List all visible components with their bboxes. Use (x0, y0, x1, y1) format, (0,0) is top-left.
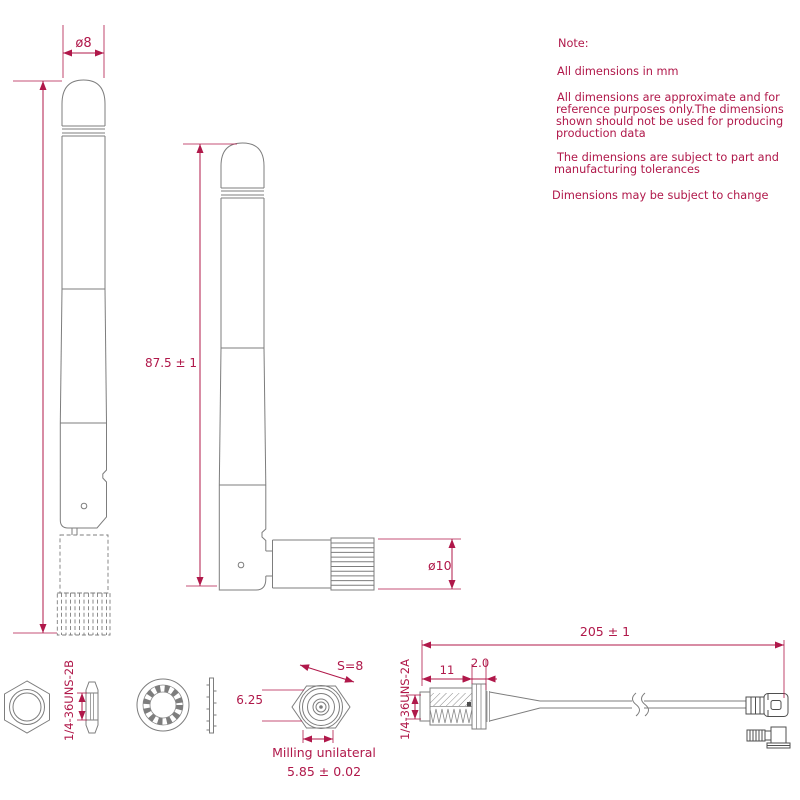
note-line: shown should not be used for producing (556, 115, 784, 128)
note-line: manufacturing tolerances (554, 163, 700, 176)
break-symbol (633, 693, 640, 716)
dim-top-diameter-label: ø8 (75, 36, 92, 51)
antenna-dome (62, 80, 105, 126)
dimension-connector-diameter (378, 539, 461, 589)
dim-hex-width-label: 2.0 (470, 656, 490, 670)
ufl-plug-top-view (746, 694, 788, 717)
dim-cable-length-label: 205 ± 1 (579, 624, 631, 639)
note-line: All dimensions in mm (557, 65, 679, 78)
hinge-pin-hole (81, 503, 87, 509)
dimension-antenna-length (145, 144, 237, 586)
hex-nut-front-view (5, 681, 50, 733)
connector-knurl-ribs (62, 593, 107, 635)
antenna-straight-view (57, 80, 110, 635)
antenna-dome (221, 143, 264, 188)
antenna-body (60, 136, 106, 423)
note-line: The dimensions are subject to part and (557, 151, 779, 164)
connector-knurl (331, 538, 374, 590)
dim-hex-flats-label: S=8 (337, 658, 364, 673)
dim-thread-length-label: 11 (439, 663, 455, 677)
dimension-nut-thread (62, 660, 87, 741)
dim-connector-diameter-label: ø10 (428, 558, 452, 573)
center-pin (319, 705, 323, 709)
dimension-top-diameter (63, 25, 104, 78)
jack-thread-label: 1/4-36UNS-2A (398, 659, 412, 740)
hex-nut-side-view (86, 682, 98, 733)
break-symbol (642, 693, 649, 716)
antenna-bent-view (219, 143, 374, 590)
dimension-hex-across-flats (300, 658, 363, 682)
coax-cable (490, 692, 747, 721)
dimension-jack-diameter (398, 659, 421, 740)
dimension-milling (272, 730, 376, 779)
jam-nut (472, 684, 486, 729)
dim-antenna-length-label: 87.5 ± 1 (144, 356, 197, 370)
antenna-body (219, 198, 265, 485)
hinge-pin-hole (238, 562, 244, 568)
lock-washer-side-view (207, 678, 217, 733)
note-line: reference purposes only.The dimensions (556, 103, 784, 116)
notes-title: Note: (558, 37, 589, 50)
dimension-face-offset (236, 690, 304, 721)
antenna-ring-grooves (221, 188, 264, 198)
lock-washer-front-view (137, 679, 189, 731)
connector-knurl-ribs (331, 543, 374, 585)
sma-connector-face-view (292, 686, 350, 729)
notes-block (552, 37, 784, 202)
antenna-hinge-block (60, 423, 106, 535)
antenna-connector-phantom (57, 535, 110, 635)
nut-thread-label: 1/4-36UNS-2B (62, 660, 76, 741)
milling-label: Milling unilateral (272, 745, 376, 760)
bulkhead-jack (420, 684, 490, 729)
dimension-hex-width (461, 656, 497, 690)
antenna-hinge-block (219, 485, 273, 590)
antenna-ring-grooves (62, 126, 105, 136)
dim-face-offset-label: 6.25 (236, 693, 263, 707)
elbow-connector (273, 538, 375, 590)
gasket (467, 702, 471, 707)
thread-profile (430, 709, 472, 723)
note-line: production data (556, 127, 646, 140)
dimension-thread-length (422, 663, 472, 684)
milling-value: 5.85 ± 0.02 (286, 764, 362, 779)
note-line: All dimensions are approximate and for (557, 91, 780, 104)
thread-hatch (431, 693, 473, 706)
dimension-overall-height (13, 81, 62, 633)
note-line: Dimensions may be subject to change (552, 189, 769, 202)
ufl-plug-side-view (747, 727, 790, 748)
